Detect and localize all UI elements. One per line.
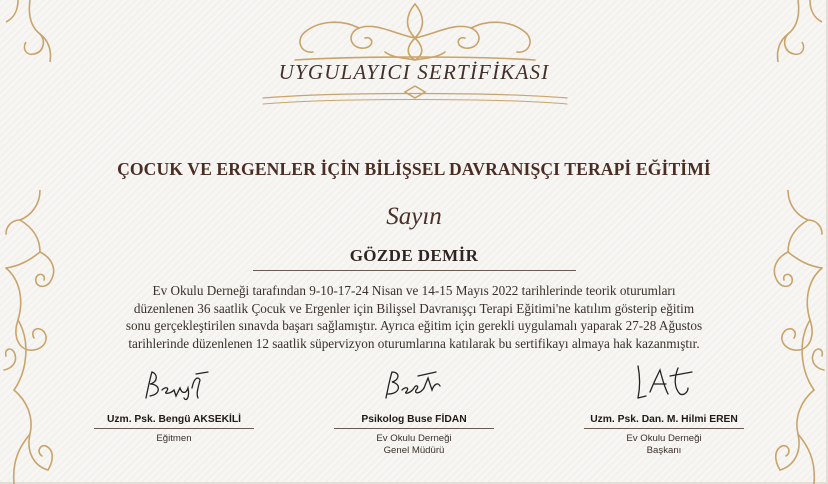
body-line: Ev Okulu Derneği tarafından 9-10-17-24 Nisan ve 14-15 Mayıs 2022 tarihlerinde teorik oturumları bbox=[152, 283, 676, 298]
side-ornament-left bbox=[0, 190, 66, 484]
signatory-1 bbox=[64, 414, 284, 445]
body-line: sonu gerçekleştirilen sınavda başarı sağlamıştır. Ayrıca eğitim için gerekli uygulamalı yaparak 27-28 Ağustos bbox=[125, 318, 703, 334]
signatory-3 bbox=[554, 414, 774, 458]
signatory-2 bbox=[304, 414, 524, 458]
certificate-subtitle: UYGULAYICI SERTİFİKASI bbox=[278, 60, 550, 84]
certificate-title: ÇOCUK VE ERGENLER İÇİN BİLİŞSEL DAVRANIŞÇI TERAPİ EĞİTİMİ bbox=[117, 159, 711, 179]
signature-line bbox=[584, 428, 744, 429]
signatory-role: Başkanı bbox=[646, 445, 682, 457]
signature-image bbox=[140, 368, 214, 402]
signatory-role: Ev Okulu Derneği bbox=[376, 433, 452, 444]
recipient-underline bbox=[253, 270, 576, 271]
signatory-role: Ev Okulu Derneği bbox=[626, 433, 702, 444]
signature-image bbox=[378, 366, 450, 402]
body-line: tarihlerinde düzenlenen 12 saatlik süpervizyon oturumlarına katılarak bu sertifikayı almaya hak kazanmıştır. bbox=[128, 335, 700, 351]
body-line: düzenlenen 36 saatlik Çocuk ve Ergenler için Bilişsel Davranışçı Terapi Eğitimi'ne katılım gösterip eğitim bbox=[133, 300, 695, 316]
signature-line bbox=[334, 428, 494, 429]
signatory-role: Genel Müdürü bbox=[383, 445, 445, 457]
recipient-name: GÖZDE DEMİR bbox=[349, 246, 479, 265]
signature-image bbox=[628, 362, 694, 402]
certificate-body bbox=[72, 282, 756, 352]
top-filigree-ornament bbox=[255, 0, 575, 110]
signatory-role: Eğitmen bbox=[156, 433, 192, 444]
signatory-name: Psikolog Buse FİDAN bbox=[361, 414, 467, 425]
signatory-name: Uzm. Psk. Bengü AKSEKİLİ bbox=[106, 414, 242, 425]
signatory-name: Uzm. Psk. Dan. M. Hilmi EREN bbox=[590, 414, 738, 425]
signature-line bbox=[94, 428, 254, 429]
salutation: Sayın bbox=[386, 203, 442, 230]
